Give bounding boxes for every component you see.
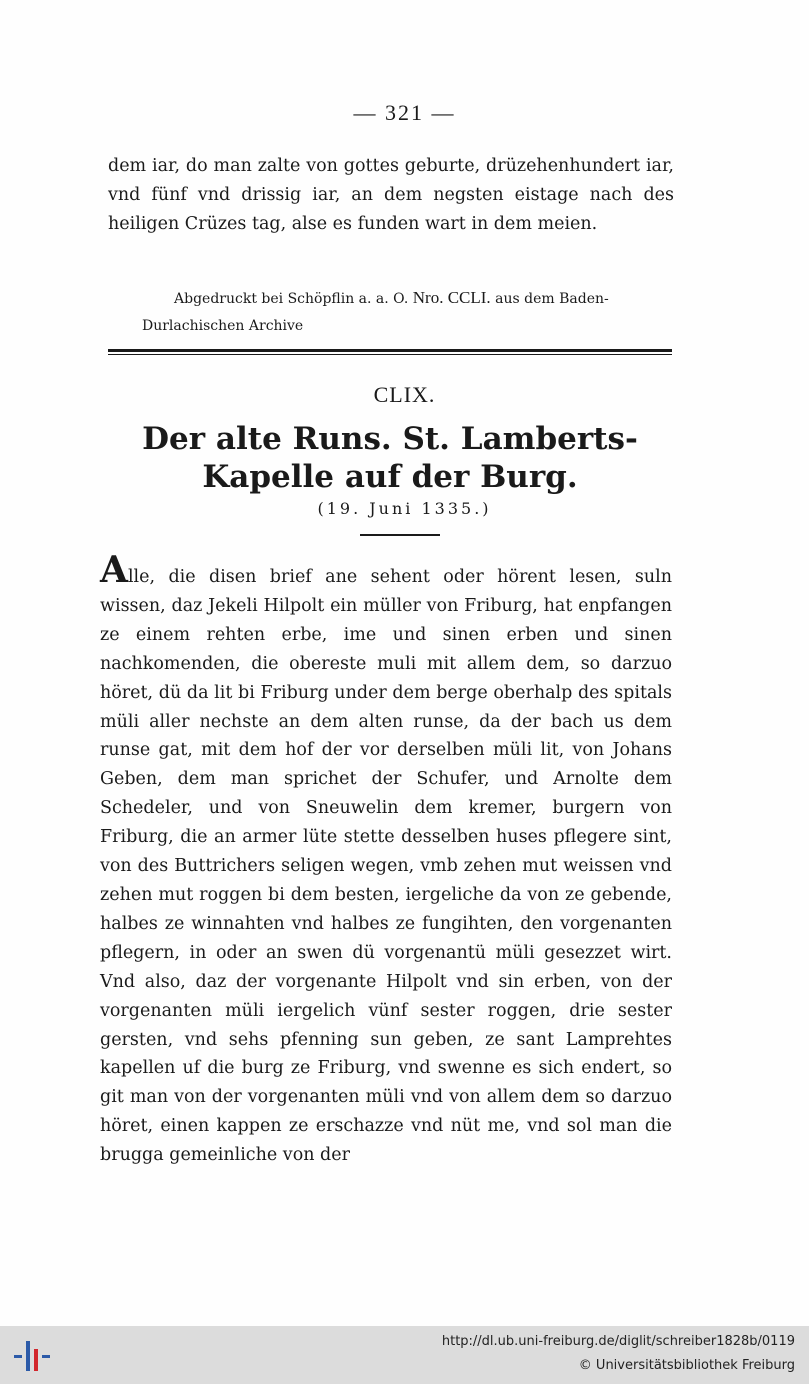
previous-document-ending [108,152,674,239]
title-underline [360,534,440,536]
source-note-prefix: Abgedruckt bei Schöpflin a. a. O. [174,291,413,307]
source-note [142,284,674,340]
source-note-ref: Nro. CCLI. [412,288,491,307]
previous-document-text: dem iar, do man zalte von gottes geburte, drüzehenhundert iar, vnd fünf vnd drissig iar, an dem negsten eistage nach des heiligen Crüzes tag, alse es funden wart in dem meien. [108,156,674,234]
document-body-text: lle, die disen brief ane sehent oder hörent lesen, suln wissen, daz Jekeli Hilpolt ein müller von Friburg, hat enpfangen ze einem rehten erbe, ime und sinen erben und sinen nachkomenden, die obereste muli mit allem dem, so darzuo höret, dü da lit bi Friburg under dem berge oberhalp des spitals müli aller nechste an dem alten runse, da der bach us dem runse gat, mit dem hof der vor derselben müli lit, von Johans Geben, dem man sprichet der Schufer, und Arnolte dem Schedeler, und von Sneuwelin dem kremer, burgern von Friburg, die an armer lüte stette desselben huses pflegere sint, von des Buttrichers seligen wegen, vmb zehen mut weissen vnd zehen mut roggen bi dem besten, iergeliche da von ze gebende, halbes ze winnahten vnd halbes ze fungihten, den vorgenanten pflegern, in oder an swen dü vorgenantü müli gesezzet wirt. Vnd also, daz der vorgenante Hilpolt vnd sin erben, von der vorgenanten müli iergelich vünf sester roggen, drie sester gersten, vnd sehs pfenning sun geben, ze sant Lamprehtes kapellen uf die burg ze Friburg, vnd swenne es sich endert, so git man von der vorgenanten müli vnd von allem dem so darzuo höret, einen kappen ze erschazze vnd nüt me, vnd sol man die brugga gemeinliche von der [100,567,672,1166]
permalink-url[interactable]: http://dl.ub.uni-freiburg.de/diglit/schreiber1828b/0119 [441,1334,795,1349]
section-divider-thin [108,354,672,355]
document-title: Der alte Runs. St. Lamberts-Kapelle auf der Burg. [142,421,638,495]
viewer-footer [0,1326,809,1384]
document-body [100,549,672,1170]
drop-cap: A [100,549,128,591]
section-divider-thick [108,349,672,352]
copyright-notice: © Universitätsbibliothek Freiburg [578,1358,795,1373]
source-note-suffix: aus dem Baden-Durlachischen Archive [142,291,609,334]
running-head-page-number: — 321 — [353,100,456,125]
document-number: CLIX. [373,382,436,407]
document-date: (19. Juni 1335.) [317,499,492,518]
ub-freiburg-logo-icon[interactable] [12,1335,52,1375]
